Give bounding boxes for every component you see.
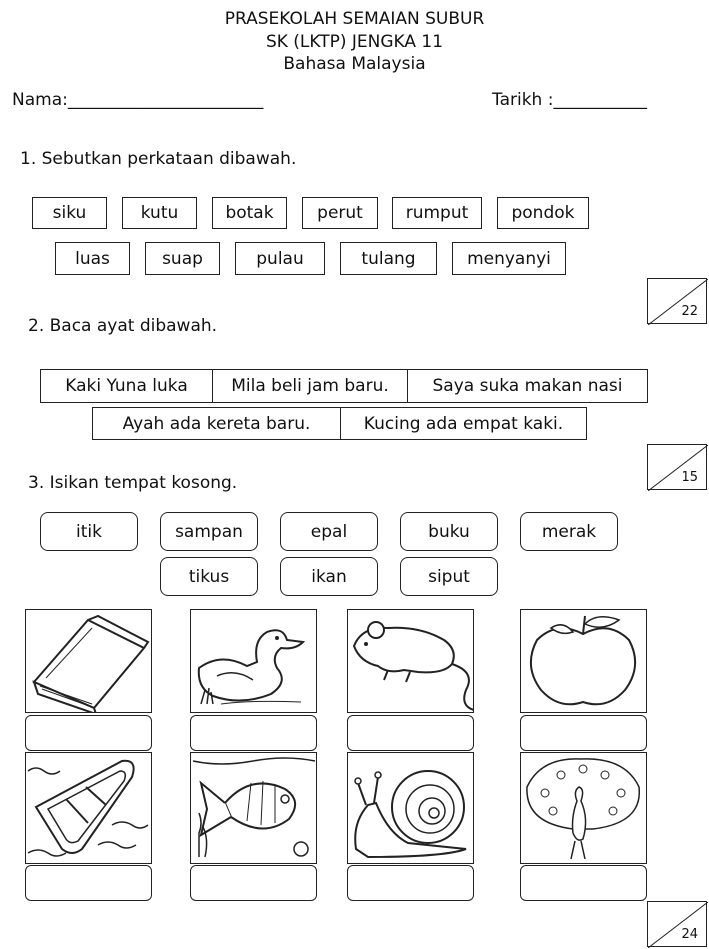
name-label: Nama: [12, 90, 68, 110]
date-label: Tarikh : [492, 90, 554, 110]
school-title: PRASEKOLAH SEMAIAN SUBUR [224, 9, 485, 29]
duck-picture [190, 609, 317, 713]
answer-box[interactable] [25, 715, 152, 751]
answer-box[interactable] [190, 715, 317, 751]
word-box: botak [212, 197, 287, 229]
score-divider [648, 279, 708, 325]
sentence-box: Saya suka makan nasi [432, 376, 623, 396]
option-pill[interactable]: itik [40, 512, 138, 551]
fish-icon [191, 753, 316, 863]
apple-icon [521, 610, 646, 712]
score-total: 22 [681, 304, 698, 319]
score-total: 24 [681, 927, 698, 942]
name-field[interactable] [12, 90, 263, 110]
fish-picture [190, 752, 317, 864]
mouse-picture [347, 609, 474, 713]
subject-title: Bahasa Malaysia [283, 54, 426, 74]
word-box: rumput [392, 197, 482, 229]
answer-box[interactable] [190, 865, 317, 901]
answer-box[interactable] [347, 865, 474, 901]
question-3-title: 3. Isikan tempat kosong. [28, 473, 238, 493]
word-box: kutu [122, 197, 197, 229]
option-pill[interactable]: ikan [280, 557, 378, 596]
sentence-row-2 [92, 407, 587, 440]
word-box: pulau [235, 242, 325, 275]
date-field[interactable] [492, 90, 647, 110]
option-pill[interactable]: tikus [160, 557, 258, 596]
sentence-box: Kucing ada empat kaki. [363, 413, 564, 434]
sentence-box: Mila beli jam baru. [213, 370, 408, 402]
option-pill[interactable]: siput [400, 557, 498, 596]
boat-icon [26, 753, 151, 863]
date-blank: ___________ [553, 90, 647, 110]
book-picture [25, 609, 152, 713]
score-box-1 [647, 278, 707, 324]
word-box: suap [145, 242, 220, 275]
apple-picture [520, 609, 647, 713]
score-total: 15 [681, 470, 698, 485]
snail-icon [348, 753, 473, 863]
peacock-picture [520, 752, 647, 864]
sentence-box: Kaki Yuna luka [41, 370, 213, 402]
answer-box[interactable] [347, 715, 474, 751]
answer-box[interactable] [520, 715, 647, 751]
option-pill[interactable]: merak [520, 512, 618, 551]
score-divider [648, 902, 708, 948]
sentence-row-1 [40, 369, 648, 403]
peacock-icon [521, 753, 646, 863]
word-box: siku [32, 197, 107, 229]
sentence-box: Ayah ada kereta baru. [93, 408, 341, 439]
score-divider [648, 445, 708, 491]
answer-box[interactable] [25, 865, 152, 901]
snail-picture [347, 752, 474, 864]
word-box: tulang [340, 242, 437, 275]
answer-box[interactable] [520, 865, 647, 901]
score-box-2 [647, 444, 707, 490]
option-pill[interactable]: buku [400, 512, 498, 551]
score-box-3 [647, 901, 707, 947]
option-pill[interactable]: sampan [160, 512, 258, 551]
boat-picture [25, 752, 152, 864]
word-box: menyanyi [452, 242, 566, 275]
duck-icon [191, 610, 316, 712]
mouse-icon [348, 610, 473, 712]
question-2-title: 2. Baca ayat dibawah. [28, 316, 218, 336]
question-1-title: 1. Sebutkan perkataan dibawah. [20, 149, 297, 169]
word-box: pondok [497, 197, 589, 229]
word-box: luas [55, 242, 130, 275]
name-blank: _______________________ [67, 90, 264, 110]
school-name: SK (LKTP) JENGKA 11 [265, 32, 444, 52]
option-pill[interactable]: epal [280, 512, 378, 551]
book-icon [26, 610, 151, 712]
word-box: perut [302, 197, 378, 229]
